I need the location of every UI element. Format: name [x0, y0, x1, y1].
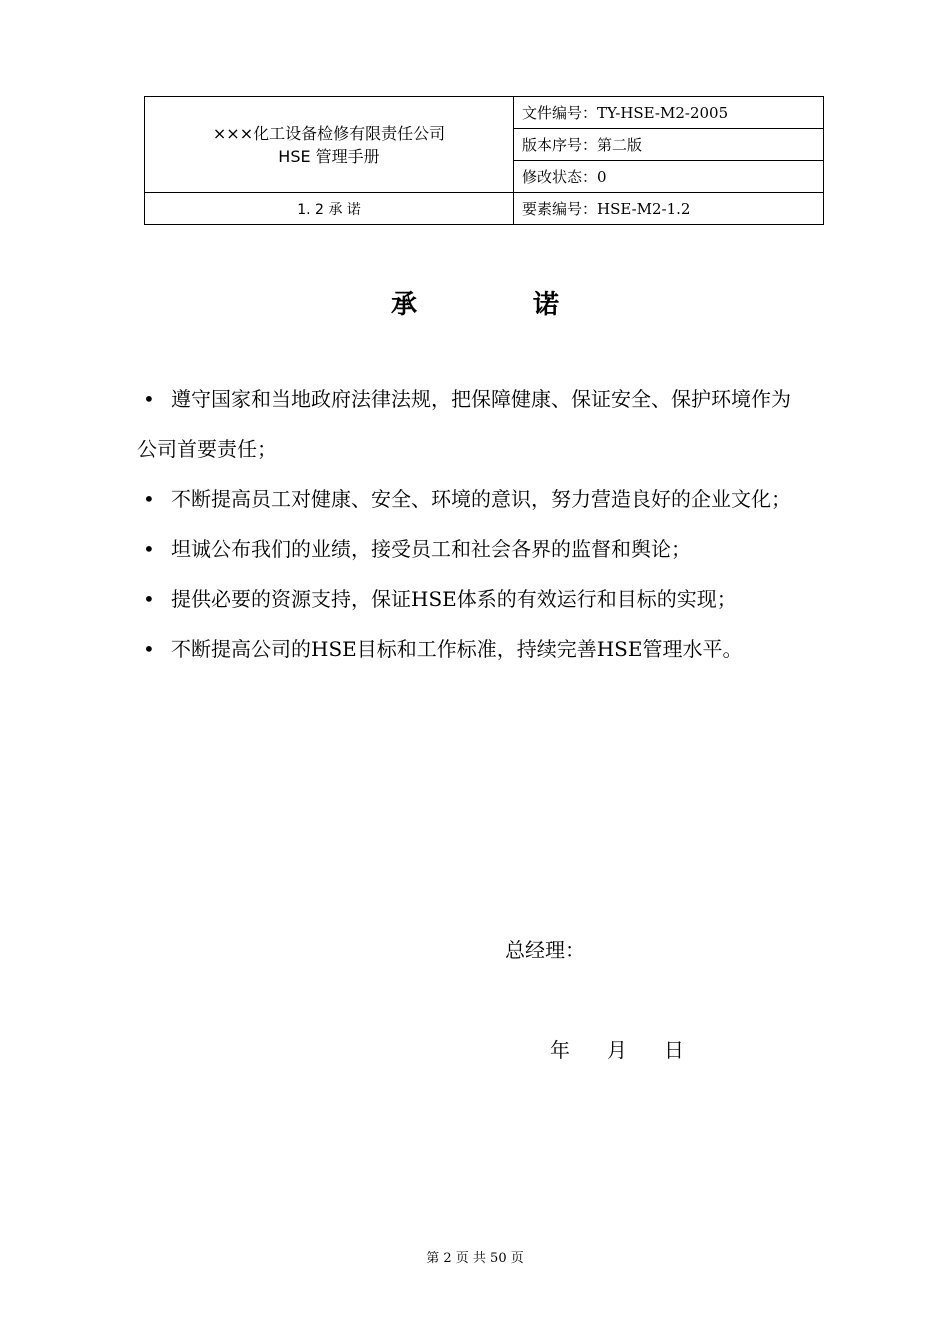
- list-item-text: 提供必要的资源支持，保证HSE体系的有效运行和目标的实现；: [171, 587, 737, 611]
- element-number: 要素编号：HSE-M2-1.2: [514, 193, 824, 225]
- page-footer: 第 2 页 共 50 页: [426, 1251, 524, 1266]
- title-char-1: 承: [390, 290, 417, 320]
- date-month: 月: [607, 1038, 627, 1062]
- bullet-icon: •: [143, 637, 155, 661]
- list-item: [137, 574, 807, 624]
- list-item-text: 遵守国家和当地政府法律法规，把保障健康、保证安全、保护环境作为公司首要责任；: [137, 387, 791, 461]
- date-day: 日: [664, 1038, 684, 1062]
- commitment-list: [137, 374, 807, 674]
- revision-status: 修改状态：0: [514, 161, 824, 193]
- section-title: 1. 2 承 诺: [145, 193, 514, 225]
- file-number: 文件编号：TY-HSE-M2-2005: [514, 97, 824, 129]
- bullet-icon: •: [143, 537, 155, 561]
- page-title: [0, 284, 950, 321]
- bullet-icon: •: [143, 487, 155, 511]
- list-item-text: 坦诚公布我们的业绩，接受员工和社会各界的监督和舆论；: [171, 537, 691, 561]
- bullet-icon: •: [143, 587, 155, 611]
- signature-date: [550, 1034, 684, 1063]
- version-number: 版本序号：第二版: [514, 129, 824, 161]
- list-item-text: 不断提高公司的HSE目标和工作标准，持续完善HSE管理水平。: [171, 637, 743, 661]
- manual-title: HSE 管理手册: [278, 146, 380, 166]
- header-table: [144, 96, 824, 225]
- list-item: [137, 374, 807, 474]
- list-item-text: 不断提高员工对健康、安全、环境的意识，努力营造良好的企业文化；: [171, 487, 791, 511]
- date-year: 年: [550, 1038, 570, 1062]
- list-item: [137, 524, 807, 574]
- list-item: [137, 624, 807, 674]
- general-manager-signature: 总经理：: [505, 938, 585, 962]
- title-char-2: 诺: [533, 290, 560, 320]
- bullet-icon: •: [143, 387, 155, 411]
- company-name: ×××化工设备检修有限责任公司: [212, 123, 446, 143]
- company-name-cell: [145, 97, 514, 193]
- list-item: [137, 474, 807, 524]
